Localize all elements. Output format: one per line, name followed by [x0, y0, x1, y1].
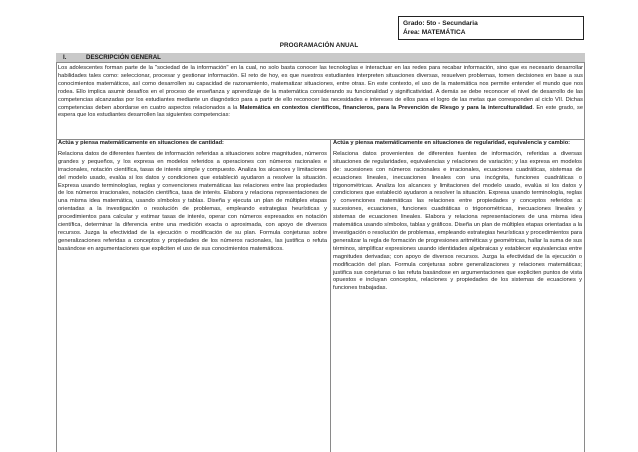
section-number: I.	[63, 54, 67, 61]
section-header	[56, 53, 585, 63]
document-title: PROGRAMACIÓN ANUAL	[279, 42, 359, 49]
column-divider	[330, 139, 331, 452]
competency-regularidad	[333, 140, 582, 293]
competency-description: Relaciona datos provenientes de diferentes fuentes de información, referidas a diversas situaciones de regularidades, equivalencias y relaciones de variación; y las expresa en modelos de: sucesiones con números racionales e irracionales, ecuaciones cuadráticas, sistemas de ecuaciones lineales, inecuaciones lineales con una incógnita, funciones cuadráticas o trigonométricas. Analiza los alcances y limitaciones del modelo usado, evalúa si los datos y condiciones que estableció ayudaron a resolver la situación. Expresa usando terminología, reglas y convenciones matemáticas las relaciones entre propiedades y conceptos referidos a: sucesiones, ecuaciones, funciones cuadráticas o trigonométricas, inecuaciones lineales y sistemas de ecuaciones lineales. Elabora y relaciona representaciones de una misma idea matemática usando símbolos, tablas y gráficos. Diseña un plan de múltiples etapas orientadas a la investigación o resolución de problemas, empleando estrategias heurísticas y procedimientos para generalizar la regla de formación de progresiones aritméticas y geométricas, hallar la suma de sus términos, simplificar expresiones usando identidades algebraicas y establecer equivalencias entre magnitudes derivadas; con apoyo de diversos recursos. Juzga la efectividad de la ejecución o modificación del plan. Formula conjeturas sobre generalizaciones y relaciones matemáticas; justifica sus conjeturas o las refuta basándose en argumentaciones que expliciten puntos de vista opuestos e incluyan conceptos, relaciones y propiedades de los sistemas de ecuaciones y funciones trabajadas.	[333, 150, 582, 292]
competency-title: Actúa y piensa matemáticamente en situaciones de cantidad:	[58, 140, 224, 146]
competency-description: Relaciona datos de diferentes fuentes de información referidas a situaciones sobre magnitudes, números grandes y pequeños, y los expresa en modelos referidos a operaciones con números racionales e irracionales, notación científica, tasas de interés simple y compuesto. Analiza los alcances y limitaciones del modelo usado, evalúa si los datos y condiciones que estableció ayudaron a resolver la situación. Expresa usando terminologías, reglas y convenciones matemáticas las relaciones entre las propiedades de los números irracionales, notación científica, tasa de interés. Elabora y relaciona representaciones de una misma idea matemática, usando símbolos y tablas. Diseña y ejecuta un plan de múltiples etapas orientadas a la investigación o resolución de problemas, empleando estrategias heurísticas y procedimientos para calcular y estimar tasas de interés, operar con números expresados en notación científica, determinar la diferencia entre una medición exacta o aproximada, con apoyo de diversos recursos. Juzga la efectividad de la ejecución o modificación de su plan. Formula conjeturas sobre generalizaciones referidas a conceptos y propiedades de los números racionales, las justifica o refuta basándose en argumentaciones que expliciten el uso de sus conocimientos matemáticos.	[58, 150, 327, 252]
competency-cantidad	[58, 140, 327, 254]
grade-label: Grado: 5to - Secundaria	[403, 20, 478, 27]
section-title: DESCRIPCIÓN GENERAL	[86, 54, 161, 61]
intro-text-1: Los adolescentes forman parte de la "sociedad de la información" en la cual, no solo basta conocer las tecnologías e interactuar en las redes para recabar información, sino que es necesario desarrollar habilidades tales como: seleccionar, procesar y gestionar información. El reto de hoy, es que nuestros estudiantes interpreten situaciones diversas, resuelven problemas, tomen decisiones en base a sus conocimientos matemáticos, así como desarrollen su capacidad de razonamiento, matematizar situaciones, entre otras. En este contexto, el uso de la matemática nos permite entender el mundo que nos rodea. Ello implica asumir desafíos en el proceso de enseñanza y aprendizaje de la matemática considerando su funcionalidad y significatividad. A demás se debe reconocer el nivel de desarrollo de las competencias alcanzadas por los estudiantes mediante un diagnóstico para a partir de ello reconocer las necesidades e intereses de ellos para el logro de las metas que corresponden al ciclo VII. Dichas competencias deben abordarse en cuatro aspectos relacionados a la	[58, 65, 583, 111]
intro-text-2: . En este grado, se espera que los estudiantes desarrollen las siguientes competencias:	[58, 104, 583, 119]
area-label: Área: MATEMÁTICA	[403, 29, 466, 36]
competency-title: Actúa y piensa matemáticamente en situaciones de regularidad, equivalencia y cambio:	[333, 140, 571, 146]
section-intro	[58, 65, 583, 120]
grade-area-box	[398, 16, 584, 40]
intro-highlight: Matemática en contextos científicos, financieros, para la Prevención de Riesgo y para la interculturalidad	[239, 104, 533, 111]
